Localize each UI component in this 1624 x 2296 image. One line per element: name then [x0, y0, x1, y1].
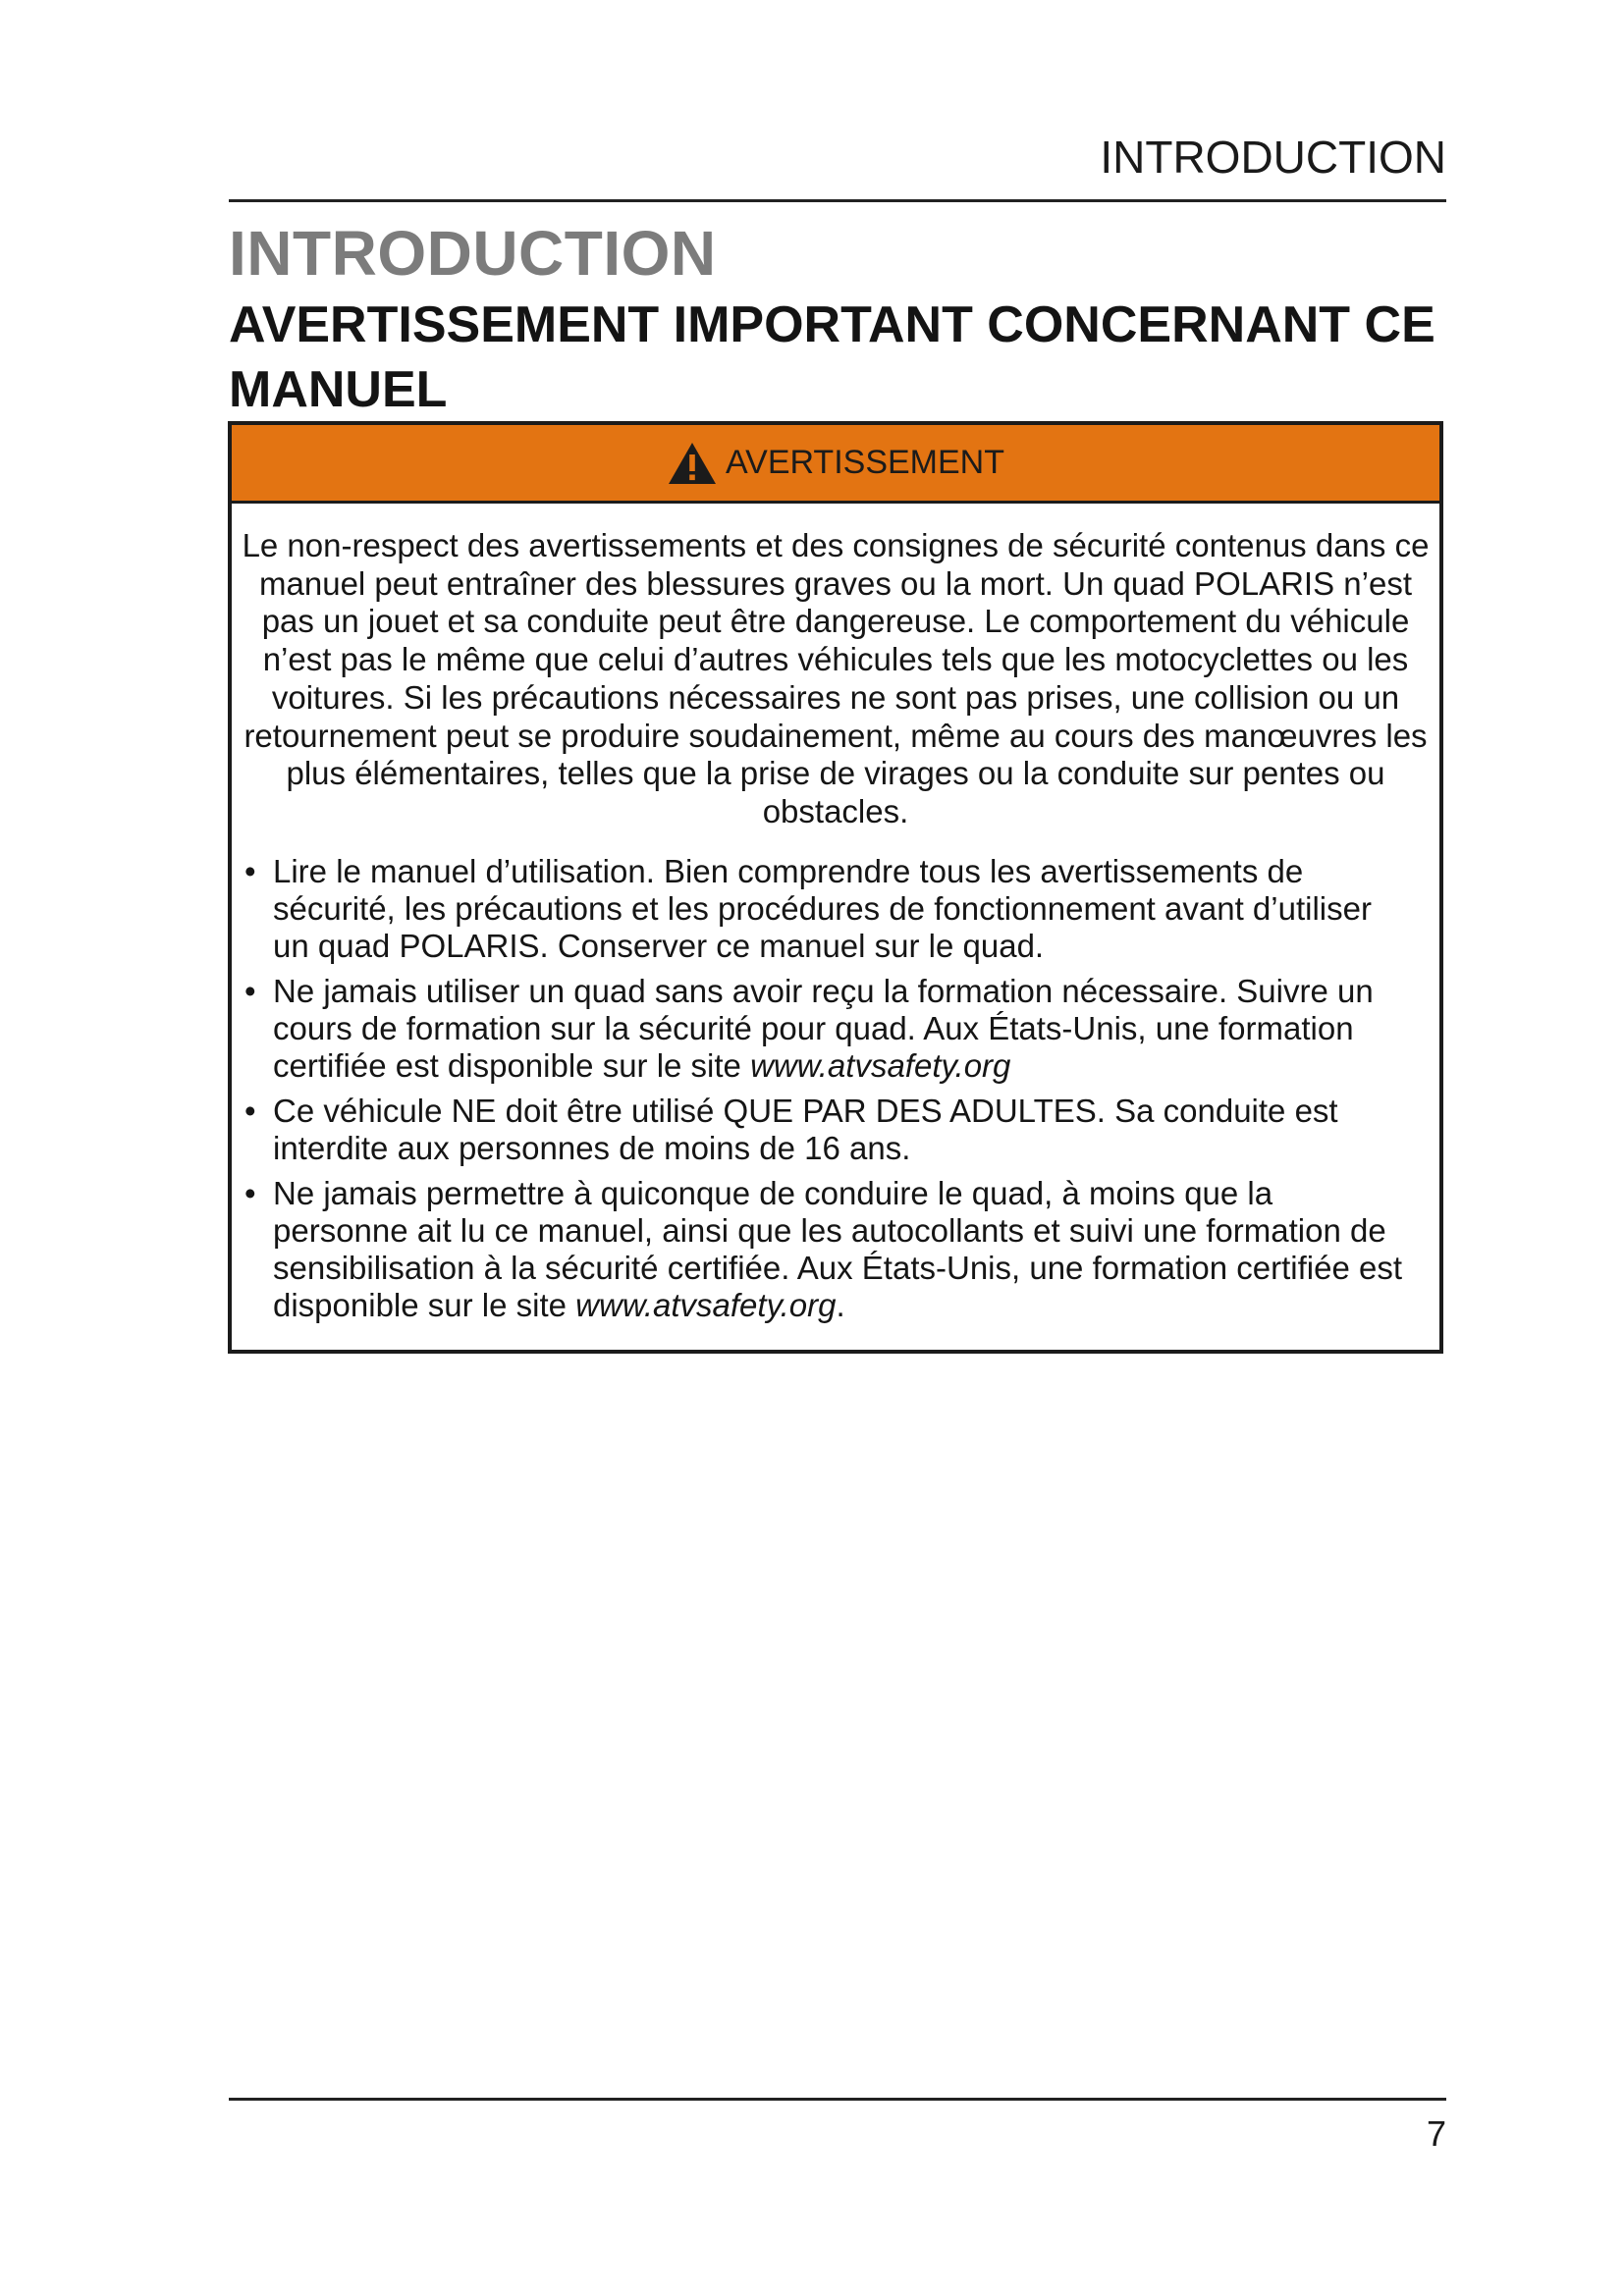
section-subtitle: AVERTISSEMENT IMPORTANT CONCERNANT CE MANUEL: [229, 296, 1435, 418]
list-item: [232, 973, 1439, 1085]
warning-intro: Le non-respect des avertissements et des consignes de sécurité contenus dans ce manuel peut entraîner des blessures graves ou la mort. Un quad POLARIS n’est pas un jouet et sa conduite peut être dangereuse. Le comportement du véhicule n’est pas le même que celui d’autres véhicules tels que les motocyclettes ou les voitures. Si les précautions nécessaires ne sont pas prises, une collision ou un retournement peut se produire soudainement, même au cours des manœuvres les plus élémentaires, telles que la prise de virages ou la conduite sur pentes ou obstacles.: [242, 527, 1430, 829]
list-item: [232, 1093, 1439, 1167]
bullet-text: Ce véhicule NE doit être utilisé QUE PAR DES ADULTES. Sa conduite est interdite aux personnes de moins de 16 ans.: [273, 1092, 1338, 1166]
header-rule: [229, 199, 1446, 202]
section-title: INTRODUCTION: [229, 218, 717, 289]
running-header: INTRODUCTION: [1100, 132, 1446, 183]
warning-list: [232, 853, 1439, 1324]
footer-rule: [229, 2098, 1446, 2101]
list-item: [232, 853, 1439, 965]
atvsafety-link[interactable]: www.atvsafety.org: [750, 1046, 1011, 1084]
warning-triangle-icon: [667, 441, 718, 486]
page-number: 7: [1426, 2113, 1446, 2154]
warning-header: [232, 425, 1439, 504]
bullet-trailing: .: [836, 1286, 845, 1323]
list-item: [232, 1175, 1439, 1324]
atvsafety-link[interactable]: www.atvsafety.org: [575, 1286, 837, 1323]
warning-label: AVERTISSEMENT: [725, 444, 1005, 481]
bullet-text: Lire le manuel d’utilisation. Bien comprendre tous les avertissements de sécurité, les précautions et les procédures de fonctionnement avant d’utiliser un quad POLARIS. Conserver ce manuel sur le quad.: [273, 852, 1372, 964]
bullet-text: Ne jamais permettre à quiconque de conduire le quad, à moins que la personne ait lu ce manuel, ainsi que les autocollants et suivi une formation de sensibilisation à la sécurité certifiée. Aux États-Unis, une formation certifiée est disponible sur le site: [273, 1174, 1403, 1323]
bullet-text: Ne jamais utiliser un quad sans avoir reçu la formation nécessaire. Suivre un cours de formation sur la sécurité pour quad. Aux États-Unis, une formation certifiée est disponible sur le site: [273, 972, 1374, 1084]
warning-box: [228, 421, 1443, 1354]
